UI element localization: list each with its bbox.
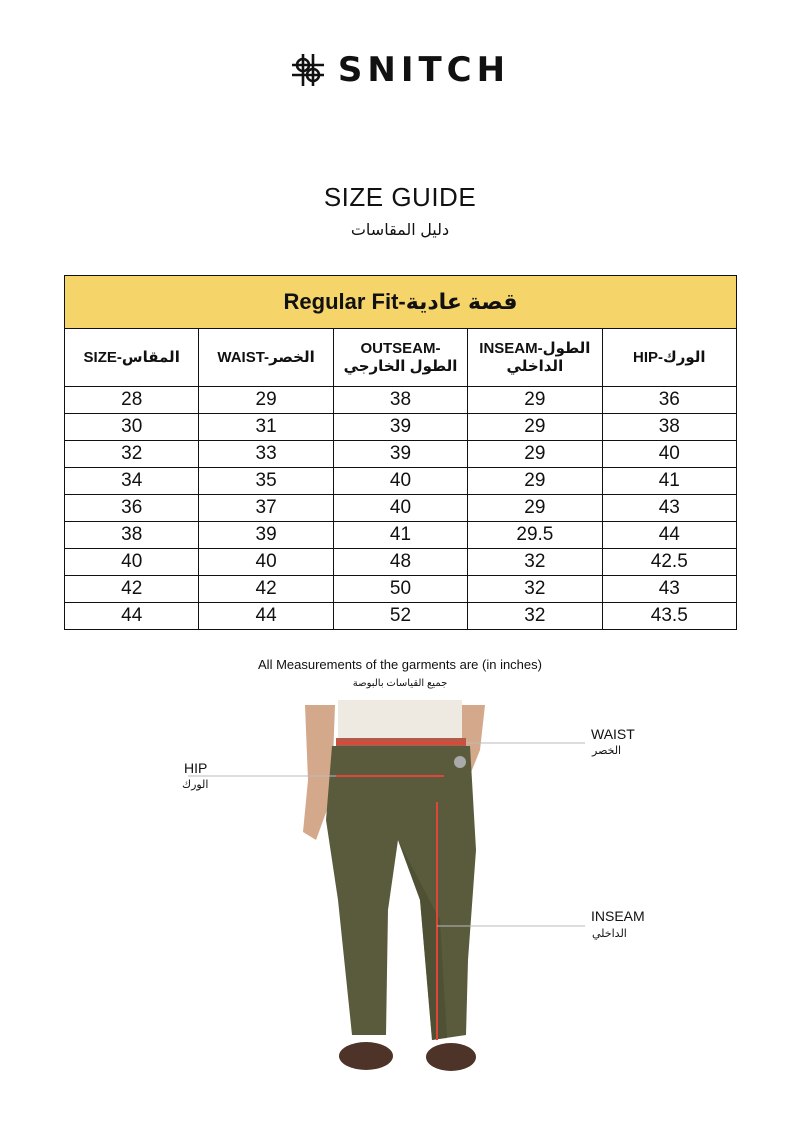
table-cell: 43.5: [602, 603, 736, 630]
table-cell: 43: [602, 495, 736, 522]
fit-label: Regular Fit-قصة عادية: [65, 276, 737, 329]
table-cell: 29: [199, 387, 333, 414]
column-header: [333, 329, 467, 387]
column-header-label: OUTSEAM-: [360, 339, 441, 357]
table-cell: 48: [333, 549, 467, 576]
table-row: [65, 522, 737, 549]
table-cell: 38: [602, 414, 736, 441]
right-shoe: [426, 1043, 476, 1071]
table-row: [65, 414, 737, 441]
table-cell: 44: [65, 603, 199, 630]
column-header-label: HIP-الورك: [633, 348, 706, 366]
table-cell: 40: [199, 549, 333, 576]
column-header-label-line2: الداخلي: [506, 357, 564, 375]
snitch-logo-icon: [290, 52, 326, 88]
column-header: [468, 329, 602, 387]
left-shoe: [339, 1042, 393, 1070]
page-subtitle-arabic: دليل المقاسات: [350, 222, 450, 239]
table-cell: 28: [65, 387, 199, 414]
sweater: [338, 700, 462, 740]
table-cell: 37: [199, 495, 333, 522]
table-cell: 32: [468, 603, 602, 630]
column-header-row: [65, 329, 737, 387]
watch-icon: [454, 756, 466, 768]
table-row: [65, 495, 737, 522]
table-cell: 41: [333, 522, 467, 549]
column-header: [602, 329, 736, 387]
measurement-note-arabic: جميع القياسات بالبوصة: [352, 678, 448, 689]
hip-label: HIP: [184, 760, 208, 776]
table-cell: 32: [468, 576, 602, 603]
table-row: [65, 549, 737, 576]
table-cell: 39: [199, 522, 333, 549]
column-header: [199, 329, 333, 387]
table-cell: 38: [333, 387, 467, 414]
table-row: [65, 387, 737, 414]
table-cell: 29: [468, 414, 602, 441]
column-header-label-line2: الطول الخارجي: [343, 357, 458, 375]
page-title: SIZE GUIDE: [323, 182, 477, 212]
inseam-label: INSEAM: [591, 908, 645, 924]
table-cell: 35: [199, 468, 333, 495]
brand-name: SNITCH: [337, 50, 511, 90]
measurement-note: All Measurements of the garments are (in inches): [258, 657, 542, 672]
column-header: [65, 329, 199, 387]
table-cell: 34: [65, 468, 199, 495]
column-header-label: SIZE-المقاس: [83, 348, 180, 366]
column-header-label: INSEAM-الطول: [479, 339, 591, 357]
table-cell: 42.5: [602, 549, 736, 576]
table-cell: 29: [468, 387, 602, 414]
table-row: [65, 441, 737, 468]
table-cell: 36: [602, 387, 736, 414]
table-cell: 32: [468, 549, 602, 576]
table-cell: 40: [65, 549, 199, 576]
model-pants-illustration: [0, 700, 800, 1148]
table-cell: 43: [602, 576, 736, 603]
table-cell: 50: [333, 576, 467, 603]
table-row: [65, 468, 737, 495]
model-figure: [0, 700, 800, 1148]
table-cell: 41: [602, 468, 736, 495]
table-cell: 40: [333, 468, 467, 495]
table-cell: 40: [333, 495, 467, 522]
table-cell: 29: [468, 441, 602, 468]
size-table: [64, 275, 737, 630]
table-cell: 52: [333, 603, 467, 630]
table-cell: 32: [65, 441, 199, 468]
table-cell: 42: [199, 576, 333, 603]
table-cell: 29.5: [468, 522, 602, 549]
table-cell: 39: [333, 441, 467, 468]
table-cell: 29: [468, 468, 602, 495]
table-cell: 29: [468, 495, 602, 522]
waist-label-arabic: الخصر: [592, 745, 622, 757]
table-cell: 44: [199, 603, 333, 630]
table-row: [65, 576, 737, 603]
table-cell: 33: [199, 441, 333, 468]
waist-label: WAIST: [591, 726, 635, 742]
brand-logo: [0, 50, 800, 90]
table-cell: 38: [65, 522, 199, 549]
hip-label-arabic: الورك: [182, 779, 209, 791]
table-row: [65, 603, 737, 630]
table-cell: 31: [199, 414, 333, 441]
table-cell: 40: [602, 441, 736, 468]
column-header-label: WAIST-الخصر: [217, 348, 315, 366]
pants-body: [326, 746, 476, 1040]
inseam-label-arabic: الداخلي: [592, 928, 627, 940]
table-cell: 36: [65, 495, 199, 522]
table-cell: 42: [65, 576, 199, 603]
table-cell: 44: [602, 522, 736, 549]
table-cell: 39: [333, 414, 467, 441]
size-table-body: [65, 387, 737, 630]
table-cell: 30: [65, 414, 199, 441]
